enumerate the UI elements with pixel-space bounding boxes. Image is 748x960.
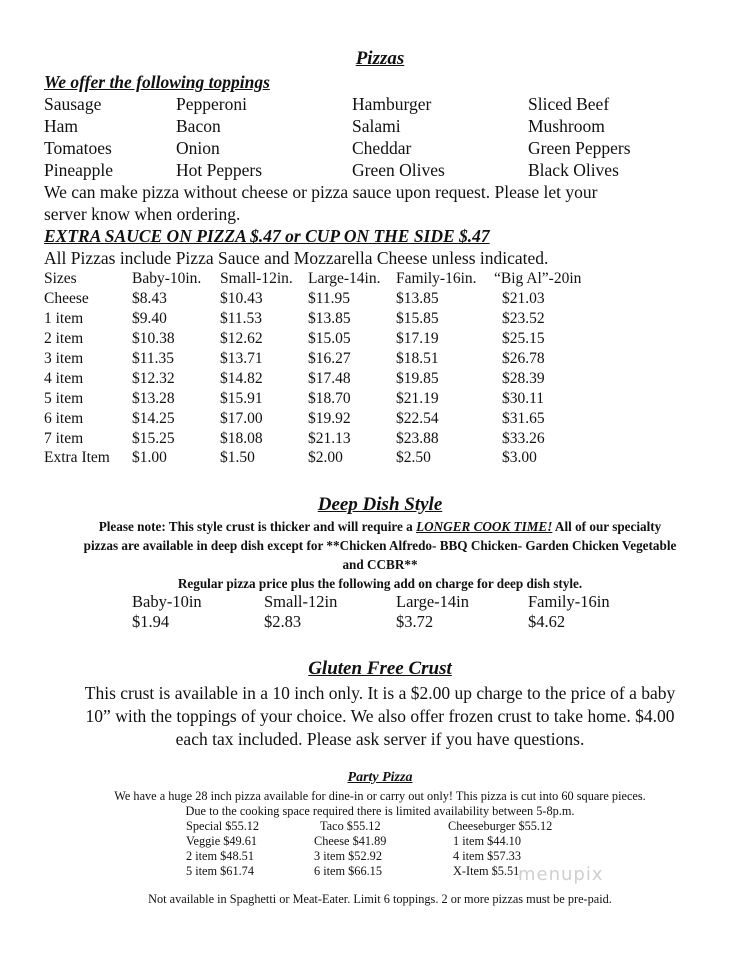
price-cell: $21.13: [308, 430, 351, 447]
price-cell: $26.78: [502, 350, 545, 367]
price-cell: $22.54: [396, 410, 439, 427]
price-header: “Big Al”-20in: [494, 270, 582, 287]
price-row: [0, 350, 748, 372]
toppings-heading: We offer the following toppings: [44, 72, 270, 92]
price-row-label: Cheese: [44, 290, 89, 307]
party-item: 2 item $48.51: [186, 849, 254, 863]
deep-dish-price: $3.72: [396, 612, 434, 631]
gluten-free-line: 10” with the toppings of your choice. We also offer frozen crust to take home. $4.00: [85, 706, 675, 726]
price-cell: $15.05: [308, 330, 351, 347]
deep-dish-price: $2.83: [264, 612, 302, 631]
deep-dish-size: Baby-10in: [132, 592, 202, 611]
price-row: [0, 310, 748, 332]
deep-dish-add-on-note: Regular pizza price plus the following add on charge for deep dish style.: [177, 576, 583, 591]
gluten-free-line: each tax included. Please ask server if you have questions.: [175, 729, 585, 749]
deep-dish-note-pre: Please note: This style crust is thicker and will require a: [98, 519, 417, 534]
price-cell: $18.51: [396, 350, 439, 367]
deep-dish-price: $1.94: [132, 612, 170, 631]
price-cell: $18.70: [308, 390, 351, 407]
deep-dish-size: Family-16in: [528, 592, 610, 611]
price-header-row: [0, 270, 748, 292]
price-header: Sizes: [44, 270, 77, 287]
price-row: [0, 410, 748, 432]
price-cell: $21.03: [502, 290, 545, 307]
price-header: Family-16in.: [396, 270, 477, 287]
toppings-row: [0, 138, 748, 160]
price-cell: $9.40: [132, 310, 167, 327]
deep-dish-prices-row: [0, 612, 748, 634]
price-cell: $25.15: [502, 330, 545, 347]
price-cell: $3.00: [502, 449, 537, 466]
price-cell: $17.48: [308, 370, 351, 387]
price-cell: $1.00: [132, 449, 167, 466]
topping-item: Ham: [44, 116, 79, 136]
party-item: Cheese $41.89: [314, 834, 387, 848]
price-cell: $17.19: [396, 330, 439, 347]
topping-item: Onion: [176, 138, 220, 158]
price-header: Small-12in.: [220, 270, 293, 287]
price-cell: $23.88: [396, 430, 439, 447]
price-row-label: 7 item: [44, 430, 84, 447]
price-row-label: 2 item: [44, 330, 84, 347]
deep-dish-exceptions-cont: and CCBR**: [342, 557, 418, 572]
deep-dish-size: Small-12in: [264, 592, 338, 611]
price-cell: $11.53: [220, 310, 263, 327]
price-cell: $11.35: [132, 350, 175, 367]
topping-item: Pineapple: [44, 160, 114, 180]
toppings-row: [0, 116, 748, 138]
price-row-label: Extra Item: [44, 449, 110, 466]
party-item: 1 item $44.10: [453, 834, 521, 848]
topping-item: Hamburger: [352, 94, 432, 114]
topping-item: Hot Peppers: [176, 160, 263, 180]
party-item: Veggie $49.61: [186, 834, 258, 848]
price-cell: $23.52: [502, 310, 545, 327]
topping-item: Green Peppers: [528, 138, 631, 158]
price-header: Baby-10in.: [132, 270, 202, 287]
topping-item: Bacon: [176, 116, 221, 136]
price-cell: $14.25: [132, 410, 175, 427]
price-cell: $16.27: [308, 350, 351, 367]
price-row: [0, 390, 748, 412]
deep-dish-exceptions: pizzas are available in deep dish except for **Chicken Alfredo- BBQ Chicken- Garden Chicken Vegetable: [83, 538, 677, 553]
party-item: 3 item $52.92: [314, 849, 382, 863]
price-cell: $14.82: [220, 370, 263, 387]
price-cell: $15.91: [220, 390, 263, 407]
topping-item: Sliced Beef: [528, 94, 610, 114]
price-row: [0, 449, 748, 471]
price-cell: $15.25: [132, 430, 175, 447]
price-cell: $18.08: [220, 430, 263, 447]
topping-item: Pepperoni: [176, 94, 247, 114]
extra-sauce-note: EXTRA SAUCE ON PIZZA $.47 or CUP ON THE SIDE $.47: [44, 226, 490, 246]
price-cell: $15.85: [396, 310, 439, 327]
deep-dish-title: Deep Dish Style: [317, 494, 443, 515]
price-row-label: 3 item: [44, 350, 84, 367]
price-row-label: 4 item: [44, 370, 84, 387]
toppings-row: [0, 94, 748, 116]
price-cell: $13.85: [308, 310, 351, 327]
party-item: Taco $55.12: [320, 819, 381, 833]
price-cell: $12.62: [220, 330, 263, 347]
price-row: [0, 330, 748, 352]
includes-note: All Pizzas include Pizza Sauce and Mozzarella Cheese unless indicated.: [44, 248, 549, 268]
price-cell: $31.65: [502, 410, 545, 427]
party-pizza-title: Party Pizza: [347, 770, 413, 785]
price-row-label: 1 item: [44, 310, 84, 327]
party-item: 5 item $61.74: [186, 864, 254, 878]
price-cell: $1.50: [220, 449, 255, 466]
deep-dish-note: [0, 519, 748, 535]
cheese-sauce-note-cont: server know when ordering.: [44, 204, 241, 224]
price-row: [0, 370, 748, 392]
menupix-watermark: menupix: [518, 864, 604, 885]
deep-dish-price: $4.62: [528, 612, 566, 631]
price-cell: $2.00: [308, 449, 343, 466]
price-cell: $19.92: [308, 410, 351, 427]
price-cell: $13.85: [396, 290, 439, 307]
party-item: 4 item $57.33: [453, 849, 521, 863]
price-cell: $13.28: [132, 390, 175, 407]
price-cell: $17.00: [220, 410, 263, 427]
cheese-sauce-note: We can make pizza without cheese or pizza sauce upon request. Please let your: [44, 182, 598, 202]
topping-item: Cheddar: [352, 138, 412, 158]
price-row: [0, 290, 748, 312]
price-cell: $28.39: [502, 370, 545, 387]
gluten-free-title: Gluten Free Crust: [308, 658, 452, 679]
party-item: Special $55.12: [186, 819, 260, 833]
price-cell: $33.26: [502, 430, 545, 447]
topping-item: Sausage: [44, 94, 102, 114]
party-pizza-availability: Due to the cooking space required there is limited availability between 5-8p.m.: [185, 804, 575, 818]
price-cell: $11.95: [308, 290, 351, 307]
pizzas-title: Pizzas: [355, 48, 405, 69]
longer-cook-time: LONGER COOK TIME!: [416, 519, 553, 534]
price-cell: $12.32: [132, 370, 175, 387]
topping-item: Salami: [352, 116, 401, 136]
party-row: [0, 864, 748, 886]
price-cell: $19.85: [396, 370, 439, 387]
topping-item: Black Olives: [528, 160, 619, 180]
price-row-label: 5 item: [44, 390, 84, 407]
price-cell: $8.43: [132, 290, 167, 307]
price-header: Large-14in.: [308, 270, 381, 287]
party-item: 6 item $66.15: [314, 864, 382, 878]
topping-item: Tomatoes: [44, 138, 112, 158]
deep-dish-size: Large-14in: [396, 592, 470, 611]
party-pizza-description: We have a huge 28 inch pizza available for dine-in or carry out only! This pizza is cut into 60 square pieces.: [114, 789, 646, 803]
price-cell: $21.19: [396, 390, 439, 407]
topping-item: Green Olives: [352, 160, 445, 180]
toppings-row: [0, 160, 748, 182]
topping-item: Mushroom: [528, 116, 605, 136]
price-cell: $10.43: [220, 290, 263, 307]
price-cell: $30.11: [502, 390, 545, 407]
deep-dish-sizes-row: [0, 592, 748, 614]
gluten-free-line: This crust is available in a 10 inch only. It is a $2.00 up charge to the price of a baby: [84, 683, 676, 703]
price-cell: $10.38: [132, 330, 175, 347]
party-item: X-Item $5.51: [453, 864, 520, 878]
price-cell: $13.71: [220, 350, 263, 367]
party-item: Cheeseburger $55.12: [448, 819, 553, 833]
party-pizza-footer: Not available in Spaghetti or Meat-Eater. Limit 6 toppings. 2 or more pizzas must be pre-paid.: [148, 892, 612, 906]
price-cell: $2.50: [396, 449, 431, 466]
price-row-label: 6 item: [44, 410, 84, 427]
deep-dish-note-post: All of our specialty: [552, 519, 662, 534]
